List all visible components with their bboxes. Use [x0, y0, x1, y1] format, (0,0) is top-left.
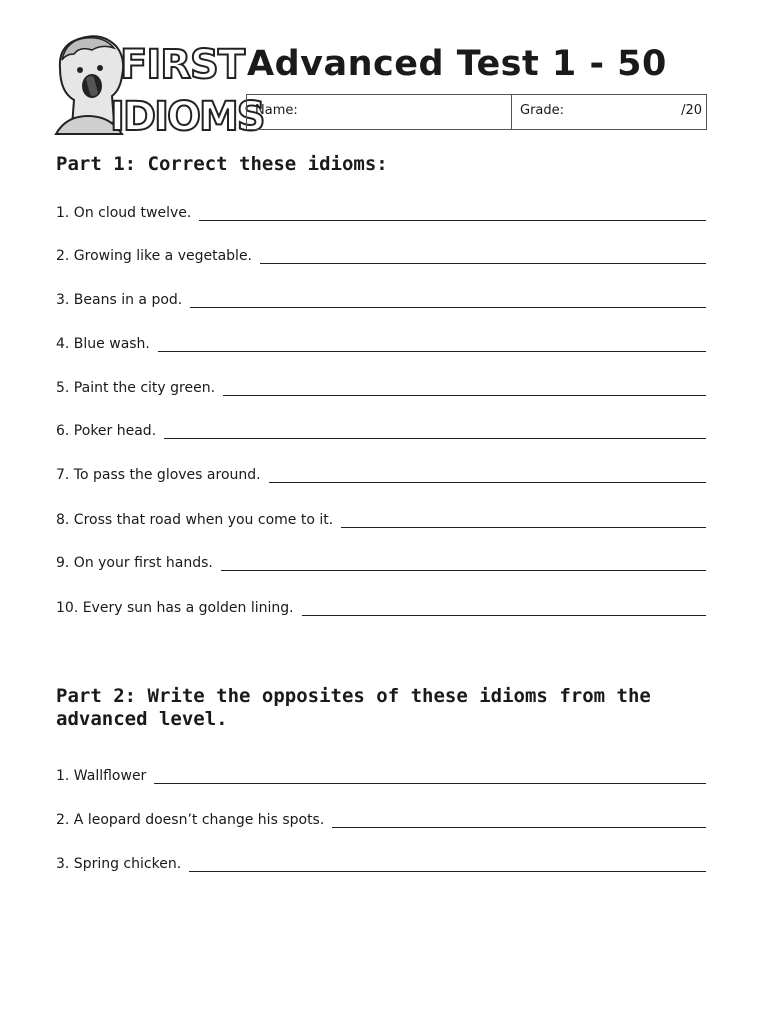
first-idioms-logo	[52, 30, 264, 140]
part1-question	[56, 243, 706, 265]
part1-question	[56, 375, 706, 397]
grade-label: Grade:	[520, 103, 565, 118]
name-grade-box	[246, 94, 707, 130]
answer-line[interactable]	[164, 437, 706, 439]
question-text: 1. On cloud twelve.	[56, 205, 192, 221]
question-text: 7. To pass the gloves around.	[56, 467, 261, 483]
logo-word-first: FIRST	[120, 42, 245, 88]
answer-line[interactable]	[332, 826, 706, 828]
question-text: 9. On your first hands.	[56, 555, 213, 571]
grade-total: /20	[681, 103, 702, 118]
part2-heading-line2: advanced level.	[56, 708, 228, 730]
part2-question	[56, 763, 706, 785]
answer-line[interactable]	[189, 870, 706, 872]
answer-line[interactable]	[302, 614, 706, 616]
part1-question	[56, 507, 706, 529]
answer-line[interactable]	[158, 350, 706, 352]
name-label: Name:	[255, 103, 298, 118]
part2-question	[56, 807, 706, 829]
page-title: Advanced Test 1 - 50	[247, 44, 667, 84]
question-text: 3. Beans in a pod.	[56, 292, 183, 308]
question-text: 5. Paint the city green.	[56, 380, 216, 396]
part1-question	[56, 287, 706, 309]
part1-question	[56, 331, 706, 353]
answer-line[interactable]	[341, 526, 706, 528]
answer-line[interactable]	[190, 306, 706, 308]
question-text: 2. A leopard doesn’t change his spots.	[56, 812, 325, 828]
question-text: 3. Spring chicken.	[56, 856, 182, 872]
part1-question	[56, 595, 706, 617]
part1-question	[56, 550, 706, 572]
name-field[interactable]	[247, 95, 512, 129]
logo-word-idioms: IDIOMS	[110, 94, 264, 140]
answer-line[interactable]	[223, 394, 706, 396]
question-text: 1. Wallflower	[56, 768, 147, 784]
question-text: 8. Cross that road when you come to it.	[56, 512, 334, 528]
answer-line[interactable]	[221, 569, 706, 571]
answer-line[interactable]	[154, 782, 706, 784]
answer-line[interactable]	[269, 481, 706, 483]
part2-heading-line1: Part 2: Write the opposites of these idioms from the	[56, 685, 651, 707]
part2-question	[56, 851, 706, 873]
question-text: 10. Every sun has a golden lining.	[56, 600, 294, 616]
answer-line[interactable]	[260, 262, 706, 264]
question-text: 6. Poker head.	[56, 423, 157, 439]
grade-field[interactable]	[512, 95, 706, 129]
part1-question	[56, 200, 706, 222]
question-text: 4. Blue wash.	[56, 336, 150, 352]
answer-line[interactable]	[199, 219, 706, 221]
part1-question	[56, 462, 706, 484]
part1-question	[56, 418, 706, 440]
question-text: 2. Growing like a vegetable.	[56, 248, 253, 264]
part1-heading: Part 1: Correct these idioms:	[56, 153, 388, 175]
